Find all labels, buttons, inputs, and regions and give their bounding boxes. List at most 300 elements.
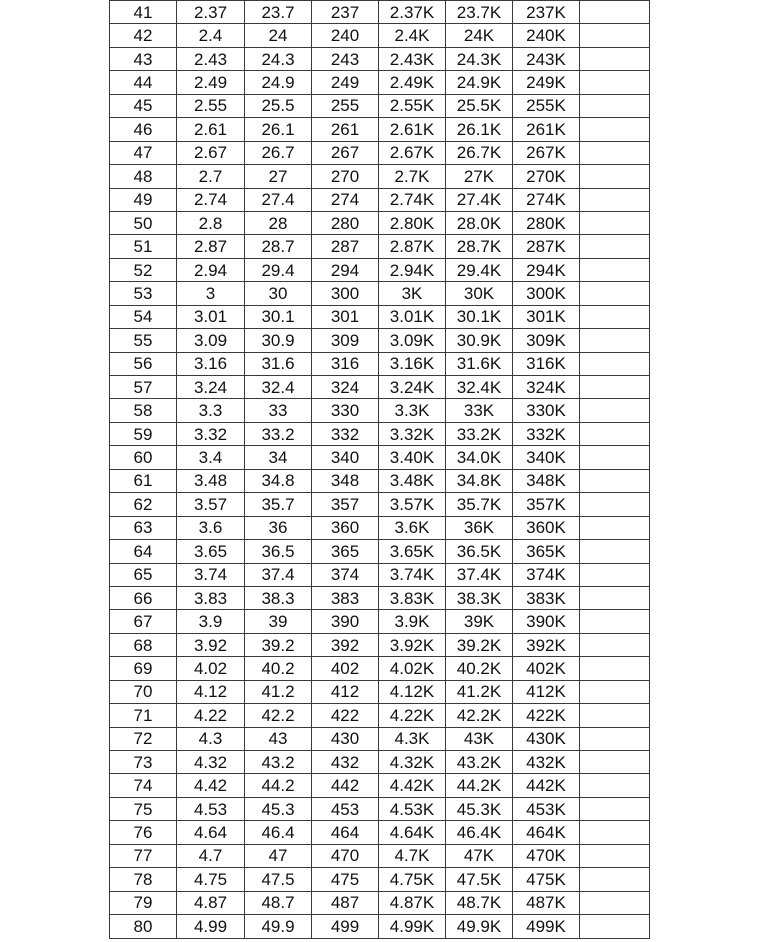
value-x100-cell: 390: [312, 610, 379, 633]
value-x1-cell: 4.75: [177, 868, 245, 891]
index-cell: 62: [110, 493, 177, 516]
value-x10-cell: 40.2: [245, 657, 312, 680]
value-10k-cell: 30.1K: [446, 305, 513, 328]
value-x10-cell: 28: [245, 211, 312, 234]
value-1k-cell: 3.01K: [379, 305, 446, 328]
value-1k-cell: 2.61K: [379, 118, 446, 141]
value-1k-cell: 3.57K: [379, 493, 446, 516]
value-10k-cell: 24.9K: [446, 71, 513, 94]
table-row: [110, 235, 650, 258]
empty-cell: [580, 610, 650, 633]
value-x100-cell: 499: [312, 915, 379, 938]
empty-cell: [580, 376, 650, 399]
value-x100-cell: 383: [312, 586, 379, 609]
index-cell: 58: [110, 399, 177, 422]
value-1k-cell: 4.87K: [379, 891, 446, 914]
value-x100-cell: 330: [312, 399, 379, 422]
value-x1-cell: 2.67: [177, 141, 245, 164]
value-x100-cell: 464: [312, 821, 379, 844]
value-10k-cell: 28.7K: [446, 235, 513, 258]
value-10k-cell: 33.2K: [446, 422, 513, 445]
empty-cell: [580, 633, 650, 656]
value-x100-cell: 470: [312, 844, 379, 867]
value-1k-cell: 3.48K: [379, 469, 446, 492]
value-100k-cell: 316K: [513, 352, 580, 375]
value-1k-cell: 3.74K: [379, 563, 446, 586]
empty-cell: [580, 305, 650, 328]
value-x10-cell: 24.9: [245, 71, 312, 94]
table-row: [110, 493, 650, 516]
table-row: [110, 633, 650, 656]
value-10k-cell: 35.7K: [446, 493, 513, 516]
value-100k-cell: 330K: [513, 399, 580, 422]
value-1k-cell: 3.65K: [379, 540, 446, 563]
value-x1-cell: 2.7: [177, 165, 245, 188]
table-row: [110, 399, 650, 422]
value-x100-cell: 374: [312, 563, 379, 586]
value-x1-cell: 4.3: [177, 727, 245, 750]
empty-cell: [580, 868, 650, 891]
value-x1-cell: 2.74: [177, 188, 245, 211]
empty-cell: [580, 422, 650, 445]
value-x100-cell: 360: [312, 516, 379, 539]
empty-cell: [580, 821, 650, 844]
value-x10-cell: 24.3: [245, 47, 312, 70]
value-x1-cell: 4.42: [177, 774, 245, 797]
value-100k-cell: 422K: [513, 704, 580, 727]
table-row: [110, 821, 650, 844]
index-cell: 74: [110, 774, 177, 797]
value-100k-cell: 360K: [513, 516, 580, 539]
value-10k-cell: 36.5K: [446, 540, 513, 563]
value-x100-cell: 249: [312, 71, 379, 94]
value-x10-cell: 23.7: [245, 1, 312, 24]
value-100k-cell: 464K: [513, 821, 580, 844]
value-x1-cell: 3.01: [177, 305, 245, 328]
empty-cell: [580, 1, 650, 24]
value-x100-cell: 422: [312, 704, 379, 727]
table-row: [110, 774, 650, 797]
value-x10-cell: 39.2: [245, 633, 312, 656]
table-row: [110, 844, 650, 867]
table-row: [110, 469, 650, 492]
value-x10-cell: 34: [245, 446, 312, 469]
value-100k-cell: 324K: [513, 376, 580, 399]
value-x100-cell: 332: [312, 422, 379, 445]
index-cell: 49: [110, 188, 177, 211]
value-x100-cell: 365: [312, 540, 379, 563]
value-x1-cell: 2.94: [177, 258, 245, 281]
value-100k-cell: 402K: [513, 657, 580, 680]
value-x10-cell: 27: [245, 165, 312, 188]
value-10k-cell: 39.2K: [446, 633, 513, 656]
value-x1-cell: 4.99: [177, 915, 245, 938]
empty-cell: [580, 891, 650, 914]
value-x1-cell: 3.16: [177, 352, 245, 375]
empty-cell: [580, 329, 650, 352]
index-cell: 52: [110, 258, 177, 281]
value-100k-cell: 255K: [513, 94, 580, 117]
value-x10-cell: 45.3: [245, 797, 312, 820]
value-x10-cell: 41.2: [245, 680, 312, 703]
value-x10-cell: 38.3: [245, 586, 312, 609]
value-x1-cell: 3.83: [177, 586, 245, 609]
value-100k-cell: 301K: [513, 305, 580, 328]
value-x1-cell: 4.87: [177, 891, 245, 914]
table-row: [110, 422, 650, 445]
value-1k-cell: 3.32K: [379, 422, 446, 445]
value-x100-cell: 453: [312, 797, 379, 820]
empty-cell: [580, 516, 650, 539]
value-x1-cell: 3.9: [177, 610, 245, 633]
value-1k-cell: 2.37K: [379, 1, 446, 24]
empty-cell: [580, 399, 650, 422]
empty-cell: [580, 352, 650, 375]
index-cell: 50: [110, 211, 177, 234]
value-x1-cell: 2.37: [177, 1, 245, 24]
index-cell: 43: [110, 47, 177, 70]
value-10k-cell: 47.5K: [446, 868, 513, 891]
index-cell: 66: [110, 586, 177, 609]
table-row: [110, 868, 650, 891]
value-x10-cell: 43.2: [245, 751, 312, 774]
value-1k-cell: 2.94K: [379, 258, 446, 281]
value-10k-cell: 36K: [446, 516, 513, 539]
value-10k-cell: 44.2K: [446, 774, 513, 797]
value-100k-cell: 357K: [513, 493, 580, 516]
value-x10-cell: 26.1: [245, 118, 312, 141]
value-10k-cell: 43.2K: [446, 751, 513, 774]
value-1k-cell: 3.16K: [379, 352, 446, 375]
value-x1-cell: 4.64: [177, 821, 245, 844]
value-x100-cell: 255: [312, 94, 379, 117]
empty-cell: [580, 235, 650, 258]
table-row: [110, 516, 650, 539]
value-100k-cell: 243K: [513, 47, 580, 70]
value-100k-cell: 470K: [513, 844, 580, 867]
value-x1-cell: 3.74: [177, 563, 245, 586]
value-10k-cell: 45.3K: [446, 797, 513, 820]
value-1k-cell: 2.55K: [379, 94, 446, 117]
value-x1-cell: 3.3: [177, 399, 245, 422]
value-x10-cell: 25.5: [245, 94, 312, 117]
empty-cell: [580, 469, 650, 492]
value-1k-cell: 2.7K: [379, 165, 446, 188]
empty-cell: [580, 586, 650, 609]
value-x10-cell: 32.4: [245, 376, 312, 399]
value-x100-cell: 430: [312, 727, 379, 750]
value-100k-cell: 267K: [513, 141, 580, 164]
table-row: [110, 680, 650, 703]
index-cell: 65: [110, 563, 177, 586]
value-1k-cell: 2.87K: [379, 235, 446, 258]
table-row: [110, 797, 650, 820]
value-100k-cell: 383K: [513, 586, 580, 609]
value-x10-cell: 39: [245, 610, 312, 633]
value-x100-cell: 402: [312, 657, 379, 680]
table-row: [110, 704, 650, 727]
value-x1-cell: 3.92: [177, 633, 245, 656]
value-x100-cell: 300: [312, 282, 379, 305]
value-x100-cell: 287: [312, 235, 379, 258]
table-row: [110, 751, 650, 774]
table-row: [110, 282, 650, 305]
table-row: [110, 188, 650, 211]
table-row: [110, 47, 650, 70]
value-x100-cell: 261: [312, 118, 379, 141]
empty-cell: [580, 141, 650, 164]
value-100k-cell: 374K: [513, 563, 580, 586]
value-x100-cell: 432: [312, 751, 379, 774]
value-10k-cell: 40.2K: [446, 657, 513, 680]
value-1k-cell: 4.3K: [379, 727, 446, 750]
value-x10-cell: 34.8: [245, 469, 312, 492]
value-x10-cell: 30.1: [245, 305, 312, 328]
value-100k-cell: 287K: [513, 235, 580, 258]
value-x100-cell: 340: [312, 446, 379, 469]
index-cell: 72: [110, 727, 177, 750]
value-x100-cell: 487: [312, 891, 379, 914]
value-100k-cell: 365K: [513, 540, 580, 563]
value-x100-cell: 274: [312, 188, 379, 211]
table-row: [110, 446, 650, 469]
value-1k-cell: 3.83K: [379, 586, 446, 609]
value-x10-cell: 33: [245, 399, 312, 422]
value-10k-cell: 24K: [446, 24, 513, 47]
table-row: [110, 915, 650, 938]
value-x100-cell: 475: [312, 868, 379, 891]
value-1k-cell: 2.80K: [379, 211, 446, 234]
value-100k-cell: 340K: [513, 446, 580, 469]
index-cell: 71: [110, 704, 177, 727]
empty-cell: [580, 844, 650, 867]
value-x10-cell: 49.9: [245, 915, 312, 938]
index-cell: 80: [110, 915, 177, 938]
empty-cell: [580, 211, 650, 234]
table-row: [110, 329, 650, 352]
empty-cell: [580, 774, 650, 797]
value-100k-cell: 453K: [513, 797, 580, 820]
value-1k-cell: 4.53K: [379, 797, 446, 820]
value-x1-cell: 4.53: [177, 797, 245, 820]
value-10k-cell: 41.2K: [446, 680, 513, 703]
value-x1-cell: 4.7: [177, 844, 245, 867]
table-row: [110, 141, 650, 164]
empty-cell: [580, 258, 650, 281]
table-row: [110, 24, 650, 47]
value-1k-cell: 4.75K: [379, 868, 446, 891]
value-x100-cell: 442: [312, 774, 379, 797]
value-100k-cell: 332K: [513, 422, 580, 445]
index-cell: 60: [110, 446, 177, 469]
value-100k-cell: 270K: [513, 165, 580, 188]
value-100k-cell: 390K: [513, 610, 580, 633]
value-1k-cell: 3.6K: [379, 516, 446, 539]
index-cell: 73: [110, 751, 177, 774]
value-1k-cell: 3K: [379, 282, 446, 305]
value-10k-cell: 30K: [446, 282, 513, 305]
value-x100-cell: 412: [312, 680, 379, 703]
value-1k-cell: 4.7K: [379, 844, 446, 867]
table-row: [110, 540, 650, 563]
value-100k-cell: 442K: [513, 774, 580, 797]
value-x1-cell: 3.48: [177, 469, 245, 492]
empty-cell: [580, 540, 650, 563]
value-x10-cell: 24: [245, 24, 312, 47]
value-1k-cell: 4.02K: [379, 657, 446, 680]
value-x100-cell: 294: [312, 258, 379, 281]
index-cell: 64: [110, 540, 177, 563]
empty-cell: [580, 282, 650, 305]
value-x100-cell: 270: [312, 165, 379, 188]
value-x10-cell: 36.5: [245, 540, 312, 563]
value-100k-cell: 430K: [513, 727, 580, 750]
index-cell: 75: [110, 797, 177, 820]
index-cell: 53: [110, 282, 177, 305]
value-x10-cell: 44.2: [245, 774, 312, 797]
value-10k-cell: 39K: [446, 610, 513, 633]
value-1k-cell: 3.9K: [379, 610, 446, 633]
index-cell: 42: [110, 24, 177, 47]
value-100k-cell: 432K: [513, 751, 580, 774]
index-cell: 63: [110, 516, 177, 539]
value-10k-cell: 24.3K: [446, 47, 513, 70]
value-x1-cell: 2.55: [177, 94, 245, 117]
value-x100-cell: 316: [312, 352, 379, 375]
index-cell: 51: [110, 235, 177, 258]
table-row: [110, 563, 650, 586]
value-10k-cell: 25.5K: [446, 94, 513, 117]
table-row: [110, 657, 650, 680]
empty-cell: [580, 563, 650, 586]
value-100k-cell: 274K: [513, 188, 580, 211]
value-1k-cell: 4.32K: [379, 751, 446, 774]
value-100k-cell: 499K: [513, 915, 580, 938]
index-cell: 45: [110, 94, 177, 117]
value-x1-cell: 3: [177, 282, 245, 305]
value-x100-cell: 237: [312, 1, 379, 24]
value-x1-cell: 2.87: [177, 235, 245, 258]
value-x10-cell: 48.7: [245, 891, 312, 914]
value-x100-cell: 348: [312, 469, 379, 492]
index-cell: 56: [110, 352, 177, 375]
value-1k-cell: 4.22K: [379, 704, 446, 727]
value-x1-cell: 3.24: [177, 376, 245, 399]
table-row: [110, 891, 650, 914]
value-10k-cell: 26.7K: [446, 141, 513, 164]
value-10k-cell: 46.4K: [446, 821, 513, 844]
value-x10-cell: 47.5: [245, 868, 312, 891]
value-10k-cell: 33K: [446, 399, 513, 422]
index-cell: 76: [110, 821, 177, 844]
value-10k-cell: 32.4K: [446, 376, 513, 399]
empty-cell: [580, 680, 650, 703]
empty-cell: [580, 727, 650, 750]
value-10k-cell: 23.7K: [446, 1, 513, 24]
index-cell: 78: [110, 868, 177, 891]
empty-cell: [580, 657, 650, 680]
index-cell: 48: [110, 165, 177, 188]
value-1k-cell: 3.3K: [379, 399, 446, 422]
index-cell: 67: [110, 610, 177, 633]
value-1k-cell: 2.43K: [379, 47, 446, 70]
value-100k-cell: 237K: [513, 1, 580, 24]
empty-cell: [580, 71, 650, 94]
index-cell: 59: [110, 422, 177, 445]
value-10k-cell: 38.3K: [446, 586, 513, 609]
value-x1-cell: 4.32: [177, 751, 245, 774]
empty-cell: [580, 915, 650, 938]
value-1k-cell: 3.24K: [379, 376, 446, 399]
index-cell: 46: [110, 118, 177, 141]
value-x100-cell: 243: [312, 47, 379, 70]
value-x1-cell: 4.22: [177, 704, 245, 727]
value-100k-cell: 261K: [513, 118, 580, 141]
index-cell: 57: [110, 376, 177, 399]
value-1k-cell: 4.99K: [379, 915, 446, 938]
empty-cell: [580, 165, 650, 188]
value-1k-cell: 4.12K: [379, 680, 446, 703]
value-x100-cell: 301: [312, 305, 379, 328]
value-x1-cell: 4.12: [177, 680, 245, 703]
value-1k-cell: 2.49K: [379, 71, 446, 94]
table-row: [110, 94, 650, 117]
value-x10-cell: 27.4: [245, 188, 312, 211]
value-100k-cell: 487K: [513, 891, 580, 914]
table-row: [110, 586, 650, 609]
value-x1-cell: 3.09: [177, 329, 245, 352]
value-x10-cell: 42.2: [245, 704, 312, 727]
value-x100-cell: 309: [312, 329, 379, 352]
value-x1-cell: 3.32: [177, 422, 245, 445]
value-x100-cell: 280: [312, 211, 379, 234]
index-cell: 70: [110, 680, 177, 703]
value-x10-cell: 43: [245, 727, 312, 750]
value-10k-cell: 42.2K: [446, 704, 513, 727]
value-x1-cell: 2.43: [177, 47, 245, 70]
index-cell: 54: [110, 305, 177, 328]
value-x1-cell: 3.57: [177, 493, 245, 516]
value-x1-cell: 2.8: [177, 211, 245, 234]
value-x10-cell: 30: [245, 282, 312, 305]
table-row: [110, 165, 650, 188]
value-x1-cell: 2.61: [177, 118, 245, 141]
table-row: [110, 305, 650, 328]
value-x10-cell: 33.2: [245, 422, 312, 445]
index-cell: 77: [110, 844, 177, 867]
value-100k-cell: 309K: [513, 329, 580, 352]
index-cell: 41: [110, 1, 177, 24]
table-row: [110, 610, 650, 633]
value-x10-cell: 26.7: [245, 141, 312, 164]
value-10k-cell: 47K: [446, 844, 513, 867]
value-x1-cell: 3.6: [177, 516, 245, 539]
value-x10-cell: 31.6: [245, 352, 312, 375]
value-x100-cell: 392: [312, 633, 379, 656]
value-x100-cell: 267: [312, 141, 379, 164]
table-row: [110, 727, 650, 750]
table-row: [110, 118, 650, 141]
empty-cell: [580, 24, 650, 47]
index-cell: 47: [110, 141, 177, 164]
value-10k-cell: 27.4K: [446, 188, 513, 211]
empty-cell: [580, 118, 650, 141]
value-x10-cell: 28.7: [245, 235, 312, 258]
value-100k-cell: 475K: [513, 868, 580, 891]
index-cell: 79: [110, 891, 177, 914]
value-100k-cell: 392K: [513, 633, 580, 656]
table-row: [110, 376, 650, 399]
